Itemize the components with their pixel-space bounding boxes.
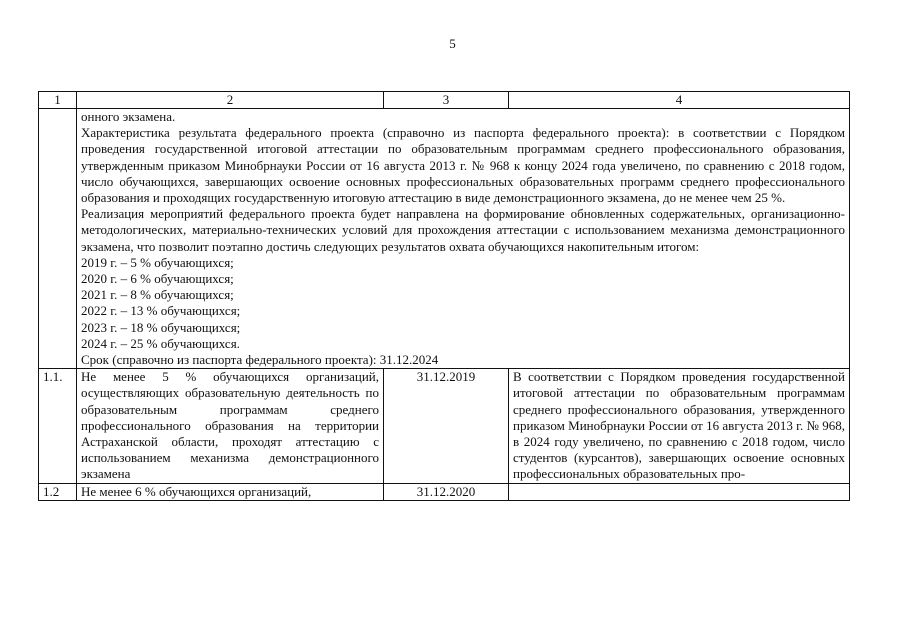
table-row <box>39 369 850 483</box>
results-table <box>38 91 850 501</box>
page-number: 5 <box>449 36 456 51</box>
text-paragraph-implementation: Реализация мероприятий федерального проекта будет направлена на формирование обновленных содержательных, организационно-методологических, материально-технических условий для прохождения аттестации с использованием механизма демонстрационного экзамена, что позволит поэтапно достичь следующих результатов охвата обучающихся накопительным итогом: <box>81 206 845 254</box>
year-target-2024: 2024 г. – 25 % обучающихся. <box>81 335 240 351</box>
header-col-3: 3 <box>384 92 509 109</box>
continued-text-cell <box>77 109 850 369</box>
text-line-continuation: онного экзамена. <box>81 109 176 124</box>
year-target-2023: 2023 г. – 18 % обучающихся; <box>81 319 241 335</box>
row-number: 1.2 <box>39 483 77 500</box>
row-date: 31.12.2020 <box>384 483 509 500</box>
year-target-2020: 2020 г. – 6 % обучающихся; <box>81 271 234 287</box>
table-row <box>39 483 850 500</box>
table-header-row <box>39 92 850 109</box>
row-description: Не менее 6 % обучающихся организаций, <box>77 483 384 500</box>
row-date: 31.12.2019 <box>384 369 509 483</box>
deadline-text: Срок (справочно из паспорта федерального проекта): 31.12.2024 <box>81 352 439 368</box>
header-col-4: 4 <box>509 92 850 109</box>
row-number: 1.1. <box>39 369 77 483</box>
header-col-1: 1 <box>39 92 77 109</box>
row-basis <box>509 483 850 500</box>
header-col-2: 2 <box>77 92 384 109</box>
row-basis: В соответствии с Порядком проведения государственной итоговой аттестации по образовательным программам среднего профессионального образования, утвержденного приказом Минобрнауки России от 16 августа 2013 г. № 968, в 2024 году увеличено, по сравнению с 2018 годом, число студентов (курсантов), завершающих освоение основных профессиональных образовательных про- <box>509 369 850 483</box>
year-target-2022: 2022 г. – 13 % обучающихся; <box>81 303 241 319</box>
text-paragraph-characteristic: Характеристика результата федерального проекта (справочно из паспорта федерального проекта): в соответствии с Порядком проведения государственной итоговой аттестации по образовательным программам среднего профессионального образования, утвержденным приказом Минобрнауки России от 16 августа 2013 г. № 968 к концу 2024 года увеличено, по сравнению с 2018 годом, число обучающихся, завершающих освоение основных профессиональных образовательных программ среднего профессионального образования и проходящих государственную итоговую аттестацию в виде демонстрационного экзамена, до не менее чем 25 %. <box>81 125 845 206</box>
continued-text-row <box>39 109 850 369</box>
year-target-2019: 2019 г. – 5 % обучающихся; <box>81 254 234 270</box>
year-target-2021: 2021 г. – 8 % обучающихся; <box>81 287 234 303</box>
row-description: Не менее 5 % обучающихся организаций, осуществляющих образовательную деятельность по образовательным программам среднего профессионального образования на территории Астраханской области, проходят аттестацию с использованием механизма демонстрационного экзамена <box>77 369 384 483</box>
